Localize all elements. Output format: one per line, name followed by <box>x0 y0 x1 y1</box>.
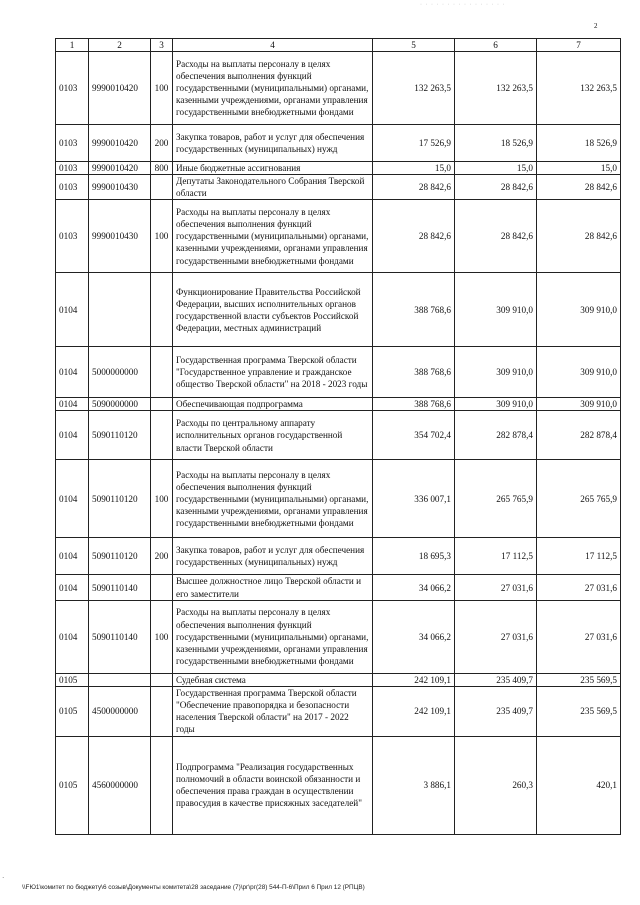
amount-col7-cell: 27 031,6 <box>537 575 621 600</box>
section-code-cell: 0103 <box>56 52 89 125</box>
table-row <box>56 538 621 575</box>
table-row <box>56 411 621 460</box>
item-name-cell: Подпрограмма "Реализация государственных полномочий в области воинской обязанности и обеспечения права граждан в осуществлении правосудия в качестве присяжных заседателей" <box>173 736 373 834</box>
expense-type-cell <box>151 398 173 411</box>
amount-col6-cell: 282 878,4 <box>455 411 537 460</box>
column-header: 1 <box>56 39 89 52</box>
target-article-cell: 5000000000 <box>89 347 151 398</box>
amount-col5-cell: 388 768,6 <box>373 398 455 411</box>
item-name-cell: Расходы на выплаты персоналу в целях обеспечения выполнения функций государственными (муниципальными) органами, казенными учреждениями, органами управления государственными внебюджетными фондами <box>173 200 373 273</box>
column-header: 2 <box>89 39 151 52</box>
table-row <box>56 736 621 834</box>
amount-col7-cell: 309 910,0 <box>537 347 621 398</box>
target-article-cell: 5090110120 <box>89 411 151 460</box>
item-name-cell: Обеспечивающая подпрограмма <box>173 398 373 411</box>
amount-col6-cell: 309 910,0 <box>455 273 537 347</box>
amount-col7-cell: 15,0 <box>537 162 621 175</box>
expense-type-cell <box>151 411 173 460</box>
item-name-cell: Государственная программа Тверской области "Обеспечение правопорядка и безопасности населения Тверской области" на 2017 - 2022 годы <box>173 686 373 736</box>
amount-col7-cell: 27 031,6 <box>537 600 621 673</box>
amount-col5-cell: 242 109,1 <box>373 673 455 686</box>
amount-col7-cell: 420,1 <box>537 736 621 834</box>
amount-col5-cell: 3 886,1 <box>373 736 455 834</box>
column-header: 7 <box>537 39 621 52</box>
expense-type-cell <box>151 575 173 600</box>
amount-col7-cell: 132 263,5 <box>537 52 621 125</box>
table-row <box>56 162 621 175</box>
item-name-cell: Высшее должностное лицо Тверской области и его заместители <box>173 575 373 600</box>
amount-col6-cell: 309 910,0 <box>455 398 537 411</box>
amount-col5-cell: 18 695,3 <box>373 538 455 575</box>
amount-col5-cell: 28 842,6 <box>373 200 455 273</box>
column-header: 3 <box>151 39 173 52</box>
target-article-cell: 9990010420 <box>89 125 151 162</box>
amount-col7-cell: 28 842,6 <box>537 200 621 273</box>
amount-col7-cell: 28 842,6 <box>537 175 621 200</box>
table-row <box>56 200 621 273</box>
section-code-cell: 0103 <box>56 200 89 273</box>
item-name-cell: Судебная система <box>173 673 373 686</box>
item-name-cell: Депутаты Законодательного Собрания Тверской области <box>173 175 373 200</box>
table-row <box>56 175 621 200</box>
expense-type-cell: 100 <box>151 600 173 673</box>
target-article-cell: 9990010430 <box>89 200 151 273</box>
target-article-cell: 5090110120 <box>89 538 151 575</box>
expense-type-cell: 200 <box>151 125 173 162</box>
amount-col7-cell: 282 878,4 <box>537 411 621 460</box>
amount-col6-cell: 309 910,0 <box>455 347 537 398</box>
column-header: 6 <box>455 39 537 52</box>
footer-file-path: \\FЮ1\комитет по бюджету\6 созыв\Документы комитета\28 заседание (7)\рг\рг(28) 544-П-6\Прил 6 Прил 12 (РПЦВ) <box>22 884 365 891</box>
amount-col5-cell: 132 263,5 <box>373 52 455 125</box>
table-row <box>56 686 621 736</box>
target-article-cell: 9990010420 <box>89 52 151 125</box>
expense-type-cell: 100 <box>151 200 173 273</box>
item-name-cell: Государственная программа Тверской области "Государственное управление и гражданское общество Тверской области" на 2018 - 2023 годы <box>173 347 373 398</box>
scan-margin-mark: · <box>2 874 5 882</box>
amount-col6-cell: 18 526,9 <box>455 125 537 162</box>
amount-col6-cell: 132 263,5 <box>455 52 537 125</box>
table-row <box>56 273 621 347</box>
amount-col5-cell: 28 842,6 <box>373 175 455 200</box>
budget-table <box>55 38 621 835</box>
expense-type-cell: 800 <box>151 162 173 175</box>
table-row <box>56 575 621 600</box>
expense-type-cell: 100 <box>151 52 173 125</box>
amount-col5-cell: 17 526,9 <box>373 125 455 162</box>
target-article-cell: 9990010420 <box>89 162 151 175</box>
target-article-cell <box>89 273 151 347</box>
table-row <box>56 52 621 125</box>
amount-col6-cell: 17 112,5 <box>455 538 537 575</box>
amount-col7-cell: 18 526,9 <box>537 125 621 162</box>
table-row <box>56 460 621 538</box>
table-row <box>56 600 621 673</box>
table-row <box>56 673 621 686</box>
item-name-cell: Закупка товаров, работ и услуг для обеспечения государственных (муниципальных) нужд <box>173 538 373 575</box>
amount-col5-cell: 388 768,6 <box>373 347 455 398</box>
item-name-cell: Иные бюджетные ассигнования <box>173 162 373 175</box>
header-row <box>56 39 621 52</box>
amount-col5-cell: 388 768,6 <box>373 273 455 347</box>
scan-header-noise: · · · · · · · · · · · · · · · · <box>420 2 506 8</box>
table-row <box>56 398 621 411</box>
item-name-cell: Расходы по центральному аппарату исполнительных органов государственной власти Тверской области <box>173 411 373 460</box>
expense-type-cell <box>151 736 173 834</box>
section-code-cell: 0103 <box>56 175 89 200</box>
expense-type-cell <box>151 686 173 736</box>
target-article-cell: 4500000000 <box>89 686 151 736</box>
target-article-cell: 4560000000 <box>89 736 151 834</box>
amount-col6-cell: 235 409,7 <box>455 686 537 736</box>
table-row <box>56 347 621 398</box>
target-article-cell: 5090000000 <box>89 398 151 411</box>
section-code-cell: 0103 <box>56 162 89 175</box>
section-code-cell: 0104 <box>56 460 89 538</box>
column-header: 5 <box>373 39 455 52</box>
amount-col7-cell: 309 910,0 <box>537 398 621 411</box>
amount-col7-cell: 235 569,5 <box>537 673 621 686</box>
page-number: 2 <box>594 22 598 30</box>
target-article-cell: 5090110140 <box>89 600 151 673</box>
column-header: 4 <box>173 39 373 52</box>
target-article-cell: 5090110120 <box>89 460 151 538</box>
section-code-cell: 0104 <box>56 411 89 460</box>
target-article-cell: 9990010430 <box>89 175 151 200</box>
amount-col6-cell: 27 031,6 <box>455 600 537 673</box>
section-code-cell: 0105 <box>56 673 89 686</box>
item-name-cell: Расходы на выплаты персоналу в целях обеспечения выполнения функций государственными (муниципальными) органами, казенными учреждениями, органами управления государственными внебюджетными фондами <box>173 460 373 538</box>
item-name-cell: Закупка товаров, работ и услуг для обеспечения государственных (муниципальных) нужд <box>173 125 373 162</box>
amount-col6-cell: 260,3 <box>455 736 537 834</box>
amount-col6-cell: 265 765,9 <box>455 460 537 538</box>
amount-col6-cell: 28 842,6 <box>455 200 537 273</box>
section-code-cell: 0105 <box>56 736 89 834</box>
item-name-cell: Расходы на выплаты персоналу в целях обеспечения выполнения функций государственными (муниципальными) органами, казенными учреждениями, органами управления государственными внебюджетными фондами <box>173 600 373 673</box>
expense-type-cell: 200 <box>151 538 173 575</box>
item-name-cell: Функционирование Правительства Российской Федерации, высших исполнительных органов государственной власти субъектов Российской Федерации, местных администраций <box>173 273 373 347</box>
section-code-cell: 0104 <box>56 575 89 600</box>
amount-col6-cell: 235 409,7 <box>455 673 537 686</box>
amount-col6-cell: 28 842,6 <box>455 175 537 200</box>
section-code-cell: 0104 <box>56 347 89 398</box>
section-code-cell: 0104 <box>56 538 89 575</box>
table-row <box>56 125 621 162</box>
amount-col7-cell: 235 569,5 <box>537 686 621 736</box>
section-code-cell: 0103 <box>56 125 89 162</box>
expense-type-cell <box>151 273 173 347</box>
amount-col5-cell: 34 066,2 <box>373 575 455 600</box>
expense-type-cell <box>151 347 173 398</box>
target-article-cell <box>89 673 151 686</box>
amount-col5-cell: 34 066,2 <box>373 600 455 673</box>
expense-type-cell: 100 <box>151 460 173 538</box>
section-code-cell: 0105 <box>56 686 89 736</box>
amount-col7-cell: 265 765,9 <box>537 460 621 538</box>
amount-col5-cell: 354 702,4 <box>373 411 455 460</box>
target-article-cell: 5090110140 <box>89 575 151 600</box>
expense-type-cell <box>151 175 173 200</box>
amount-col7-cell: 17 112,5 <box>537 538 621 575</box>
amount-col6-cell: 15,0 <box>455 162 537 175</box>
item-name-cell: Расходы на выплаты персоналу в целях обеспечения выполнения функций государственными (муниципальными) органами, казенными учреждениями, органами управления государственными внебюджетными фондами <box>173 52 373 125</box>
amount-col5-cell: 15,0 <box>373 162 455 175</box>
amount-col6-cell: 27 031,6 <box>455 575 537 600</box>
section-code-cell: 0104 <box>56 600 89 673</box>
expense-type-cell <box>151 673 173 686</box>
amount-col5-cell: 242 109,1 <box>373 686 455 736</box>
amount-col5-cell: 336 007,1 <box>373 460 455 538</box>
section-code-cell: 0104 <box>56 398 89 411</box>
amount-col7-cell: 309 910,0 <box>537 273 621 347</box>
section-code-cell: 0104 <box>56 273 89 347</box>
